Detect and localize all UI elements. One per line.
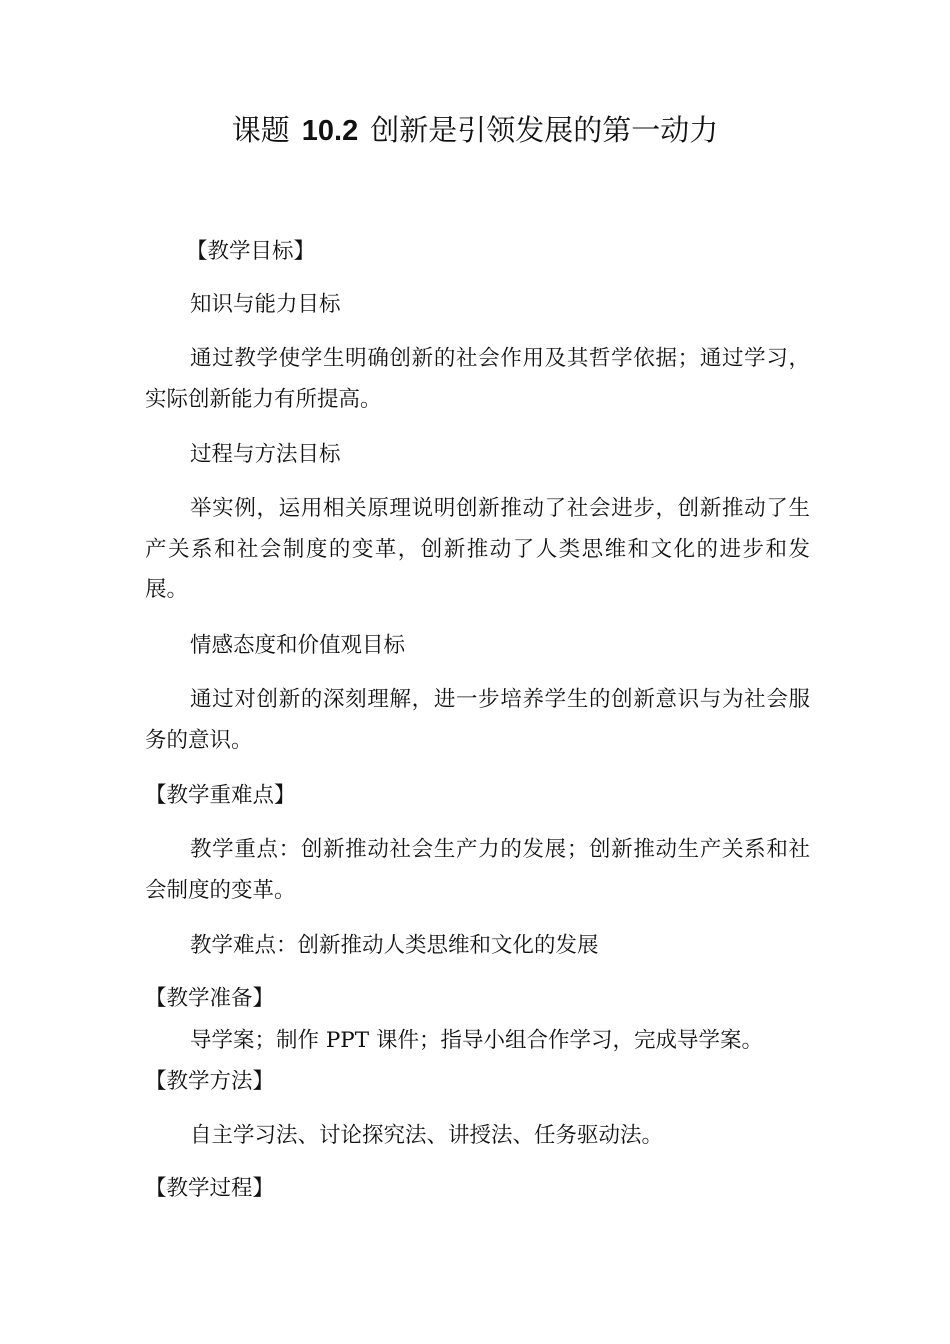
emotion-paragraph: 通过对创新的深刻理解，进一步培养学生的创新意识与为社会服务的意识。 bbox=[145, 687, 810, 753]
goals-heading: 【教学目标】 bbox=[186, 239, 316, 264]
difficulty-paragraph: 教学难点：创新推动人类思维和文化的发展 bbox=[190, 933, 599, 958]
keypoint-paragraph: 教学重点：创新推动社会生产力的发展；创新推动生产关系和社会制度的变革。 bbox=[145, 837, 810, 903]
process-heading: 过程与方法目标 bbox=[190, 442, 341, 467]
process-steps-heading: 【教学过程】 bbox=[145, 1176, 275, 1201]
title-text: 创新是引领发展的第一动力 bbox=[370, 113, 719, 147]
emotion-heading: 情感态度和价值观目标 bbox=[190, 633, 406, 658]
keypoints-heading: 【教学重难点】 bbox=[145, 783, 296, 808]
method-paragraph: 自主学习法、讨论探究法、讲授法、任务驱动法。 bbox=[190, 1123, 664, 1148]
prep-paragraph: 导学案；制作 PPT 课件；指导小组合作学习，完成导学案。 bbox=[190, 1028, 763, 1053]
method-heading: 【教学方法】 bbox=[145, 1069, 275, 1094]
title-prefix: 课题 bbox=[231, 113, 290, 147]
process-paragraph: 举实例，运用相关原理说明创新推动了社会进步，创新推动了生产关系和社会制度的变革，创新推动了人类思维和文化的进步和发展。 bbox=[145, 496, 810, 602]
knowledge-paragraph: 通过教学使学生明确创新的社会作用及其哲学依据；通过学习，实际创新能力有所提高。 bbox=[145, 346, 810, 412]
knowledge-heading: 知识与能力目标 bbox=[190, 292, 341, 317]
title-number: 10.2 bbox=[301, 115, 359, 147]
document-title bbox=[0, 110, 950, 151]
prep-heading: 【教学准备】 bbox=[145, 986, 275, 1011]
